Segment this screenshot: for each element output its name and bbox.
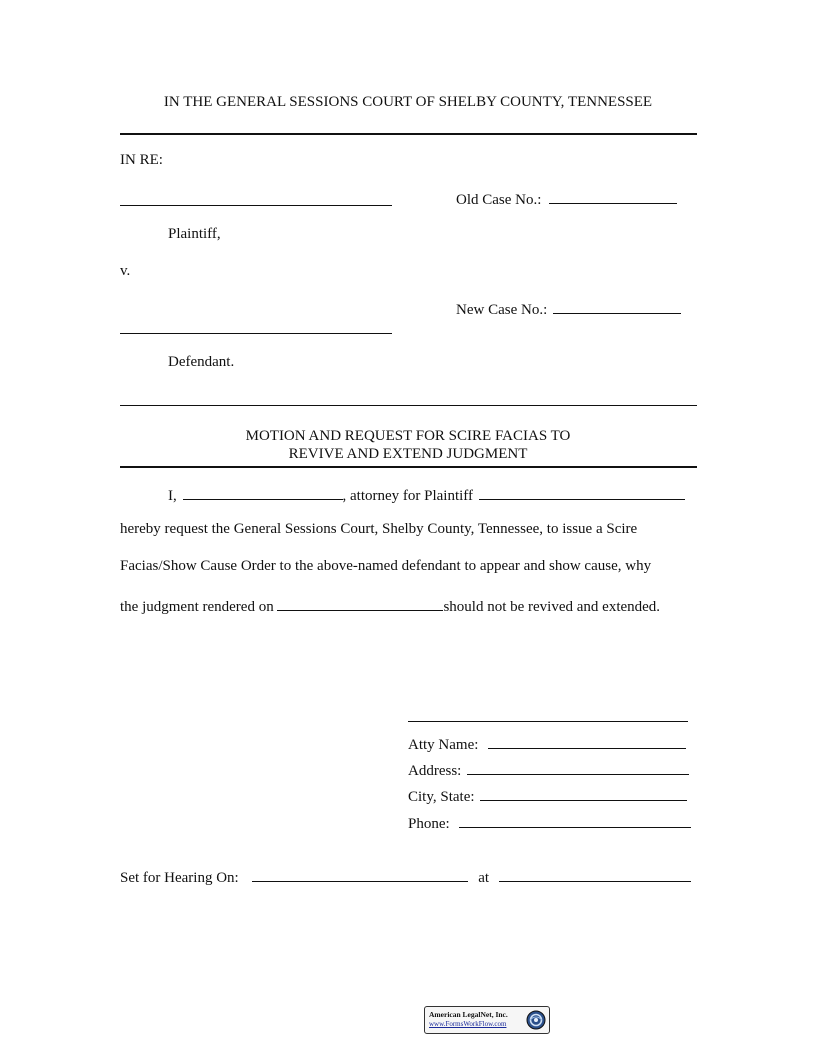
hearing-label: Set for Hearing On: xyxy=(120,870,239,886)
city-state-label: City, State: xyxy=(408,789,475,805)
plaintiff-label: Plaintiff, xyxy=(168,226,221,242)
body-line-4-prefix: the judgment rendered on xyxy=(120,599,274,615)
new-case-label: New Case No.: xyxy=(456,302,548,318)
atty-name-field[interactable] xyxy=(488,734,686,749)
body-line-2: hereby request the General Sessions Court, Shelby County, Tennessee, to issue a Scire xyxy=(120,521,638,537)
old-case-label: Old Case No.: xyxy=(456,192,542,208)
plaintiff-field[interactable] xyxy=(479,485,685,500)
address-row xyxy=(408,760,689,780)
globe-icon xyxy=(526,1010,546,1030)
judgment-date-field[interactable] xyxy=(277,596,443,611)
body-line-4-suffix: should not be revived and extended. xyxy=(443,599,661,615)
motion-title-line1: MOTION AND REQUEST FOR SCIRE FACIAS TO xyxy=(245,428,571,444)
address-label: Address: xyxy=(408,763,462,779)
signature-line[interactable] xyxy=(408,721,688,722)
hearing-row xyxy=(120,867,691,887)
in-re-label: IN RE: xyxy=(120,152,163,168)
motion-title-line2: REVIVE AND EXTEND JUDGMENT xyxy=(288,446,528,462)
old-case-field[interactable] xyxy=(549,189,677,204)
new-case-number xyxy=(456,299,681,319)
body-line-1-middle: , attorney for Plaintiff xyxy=(342,488,474,504)
address-field[interactable] xyxy=(467,760,689,775)
heading-rule xyxy=(120,133,697,135)
title-rule xyxy=(120,466,697,468)
logo-url[interactable]: www.FormsWorkFlow.com xyxy=(429,1020,507,1028)
new-case-field[interactable] xyxy=(553,299,681,314)
court-heading: IN THE GENERAL SESSIONS COURT OF SHELBY COUNTY, TENNESSEE xyxy=(163,94,653,110)
caption-rule xyxy=(120,405,697,406)
hearing-time-field[interactable] xyxy=(499,867,691,882)
attorney-name-field[interactable] xyxy=(183,485,343,500)
old-case-number xyxy=(456,189,677,209)
body-line-1-prefix: I, xyxy=(168,488,177,504)
plaintiff-name-line[interactable] xyxy=(120,205,392,206)
atty-name-row xyxy=(408,734,686,754)
hearing-at-label: at xyxy=(478,870,490,886)
versus-label: v. xyxy=(120,263,131,279)
american-legalnet-logo[interactable] xyxy=(424,1006,550,1034)
city-state-row xyxy=(408,786,687,806)
body-line-4 xyxy=(120,596,660,616)
phone-label: Phone: xyxy=(408,816,450,832)
hearing-date-field[interactable] xyxy=(252,867,468,882)
logo-company: American LegalNet, Inc. xyxy=(429,1010,508,1019)
city-state-field[interactable] xyxy=(480,786,687,801)
defendant-label: Defendant. xyxy=(168,354,235,370)
defendant-name-line[interactable] xyxy=(120,333,392,334)
body-line-3: Facias/Show Cause Order to the above-named defendant to appear and show cause, why xyxy=(120,558,652,574)
phone-field[interactable] xyxy=(459,813,691,828)
body-line-1 xyxy=(168,485,685,505)
atty-name-label: Atty Name: xyxy=(408,737,479,753)
phone-row xyxy=(408,813,691,833)
